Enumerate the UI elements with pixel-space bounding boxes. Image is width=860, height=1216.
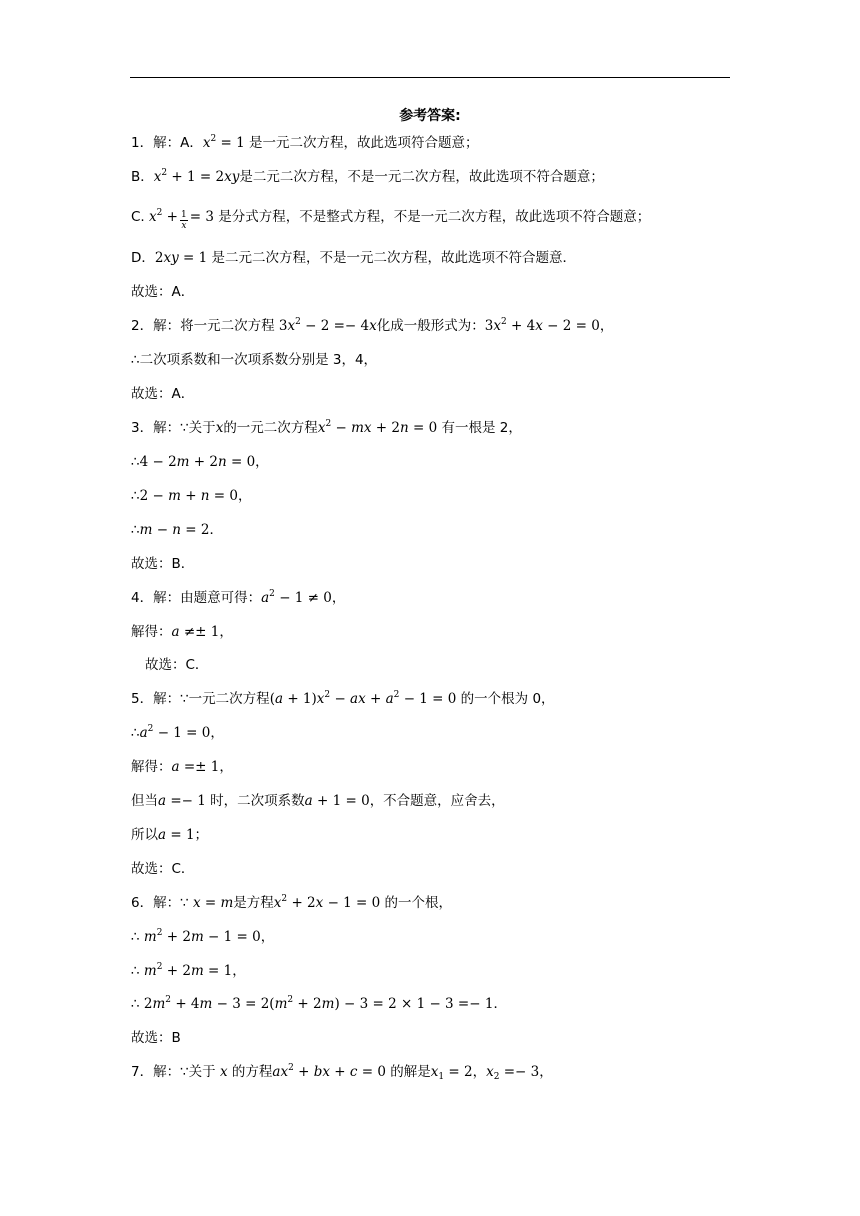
answer-5-line-c: 解得：a =± 1， [131,759,233,775]
math-expression: $m^2 + 2m - 1 = 0$ [143,928,261,945]
answer-1-line-b: B．$x^2 + 1 = 2xy$是二元二次方程，不是一元二次方程，故此选项不符合题意； [131,168,604,185]
math-expression: m − n = 2 [139,522,210,538]
math-expression: a ≠± 1 [171,624,220,640]
answer-2-line-a: 2．解：将一元二次方程 $3x^2 - 2 =- 4x$化成一般形式为：$3x^2 + 4x - 2 = 0$， [131,317,614,334]
answer-3-line-a: 3．解：∵关于x的一元二次方程$x^2$ − mx + 2n = 0 有一根是 2， [131,419,522,436]
math-expression: a =± 1 [171,759,220,775]
answer-2-line-b: ∴二次项系数和一次项系数分别是 3，4， [131,352,378,368]
answer-3-line-c: ∴2 − m + n = 0， [131,488,252,504]
answer-1-line-d: D．2xy = 1 是二元二次方程，不是一元二次方程，故此选项不符合题意． [131,250,577,266]
math-expression: 4 − 2m + 2n = 0 [139,454,256,470]
math-expression: $x^2 = 1$ [202,134,245,151]
page-title: 参考答案: [399,108,461,124]
math-expression: x [219,1064,228,1080]
answer-2-choice: 故选：A． [131,386,195,402]
math-expression: a =− 1 [158,793,206,809]
answer-6-line-d: ∴ $2m^2 + 4m - 3 = 2(m^2 + 2m) - 3 = 2 \times 1 - 3 =- 1$． [131,995,507,1012]
answer-4-line-a: 4．解：由题意可得：$a^2 - 1 \ne 0$， [131,589,346,606]
math-expression: $x^2 + 1 = 2xy$ [153,168,240,185]
answer-5-line-b: $\therefore a^2 - 1 = 0$， [131,724,224,741]
math-expression: 2 − m + n = 0 [139,488,238,504]
math-expression: $x^2$ + $\frac{1}{x}$ = 3 [149,208,214,231]
answer-6-line-a: 6．解：∵ x = m是方程$x^2 + 2x - 1 = 0$ 的一个根， [131,894,453,911]
answer-5-choice: 故选：C． [131,861,195,877]
math-expression: x = m [192,895,234,911]
answer-1-choice: 故选：A． [131,284,195,300]
answer-6-line-c: ∴ $m^2 + 2m = 1$， [131,962,246,979]
answer-5-line-a: 5．解：∵一元二次方程$(a + 1)x^2$ − ax + $a^2 - 1 = 0$ 的一个根为 0， [131,690,555,707]
answer-3-choice: 故选：B． [131,556,195,572]
answer-5-line-d: 但当a =− 1 时，二次项系数a + 1 = 0，不合题意，应舍去， [131,793,505,809]
math-expression: x [215,420,224,436]
answer-6-line-b: ∴ $m^2 + 2m - 1 = 0$， [131,928,275,945]
answer-1-line-c: C. $x^2$ + $\frac{1}{x}$ = 3 是分式方程，不是整式方程，不是一元二次方程，故此选项不符合题意； [131,208,651,231]
math-expression: $3x^2 - 2 =- 4x$ [278,317,377,334]
math-expression: a + 1 = 0 [304,793,370,809]
answer-5-line-e: 所以a = 1； [131,827,209,843]
answer-6-choice: 故选：B [131,1030,181,1046]
answer-1-line-a: 1．解：A．$x^2 = 1$ 是一元二次方程，故此选项符合题意； [131,134,479,151]
answer-4-line-b: 解得：a ≠± 1， [131,624,233,640]
math-expression: $x_1 = 2$ [430,1064,473,1082]
math-expression: a = 1 [158,827,195,843]
math-expression: $m^2 + 2m = 1$ [143,962,233,979]
math-expression: $(a + 1)x^2$ − ax + $a^2 - 1 = 0$ [269,690,457,707]
math-expression: 2xy = 1 [154,250,208,266]
header-rule [130,77,730,78]
math-expression: $x^2$ − mx + 2n = 0 [317,419,438,436]
answer-4-choice: 故选：C． [145,657,209,673]
math-expression: $x_2 =- 3$ [486,1064,540,1082]
math-expression: $2m^2 + 4m - 3 = 2(m^2 + 2m) - 3 = 2 \times 1 - 3 =- 1$ [143,995,494,1012]
math-expression: $3x^2 + 4x - 2 = 0$ [484,317,600,334]
math-expression: $a^2 - 1 \ne 0$ [261,589,332,606]
answer-3-line-d: ∴m − n = 2． [131,522,223,538]
math-expression: $ax^2$ + bx + c = 0 [272,1063,386,1080]
math-expression: $a^2 - 1 = 0$ [139,724,211,741]
math-expression: $x^2 + 2x - 1 = 0$ [273,894,381,911]
answer-3-line-b: ∴4 − 2m + 2n = 0， [131,454,269,470]
answer-7-line-a: 7．解：∵关于 x 的方程$ax^2$ + bx + c = 0 的解是$x_1 = 2$，$x_2 =- 3$， [131,1063,553,1082]
